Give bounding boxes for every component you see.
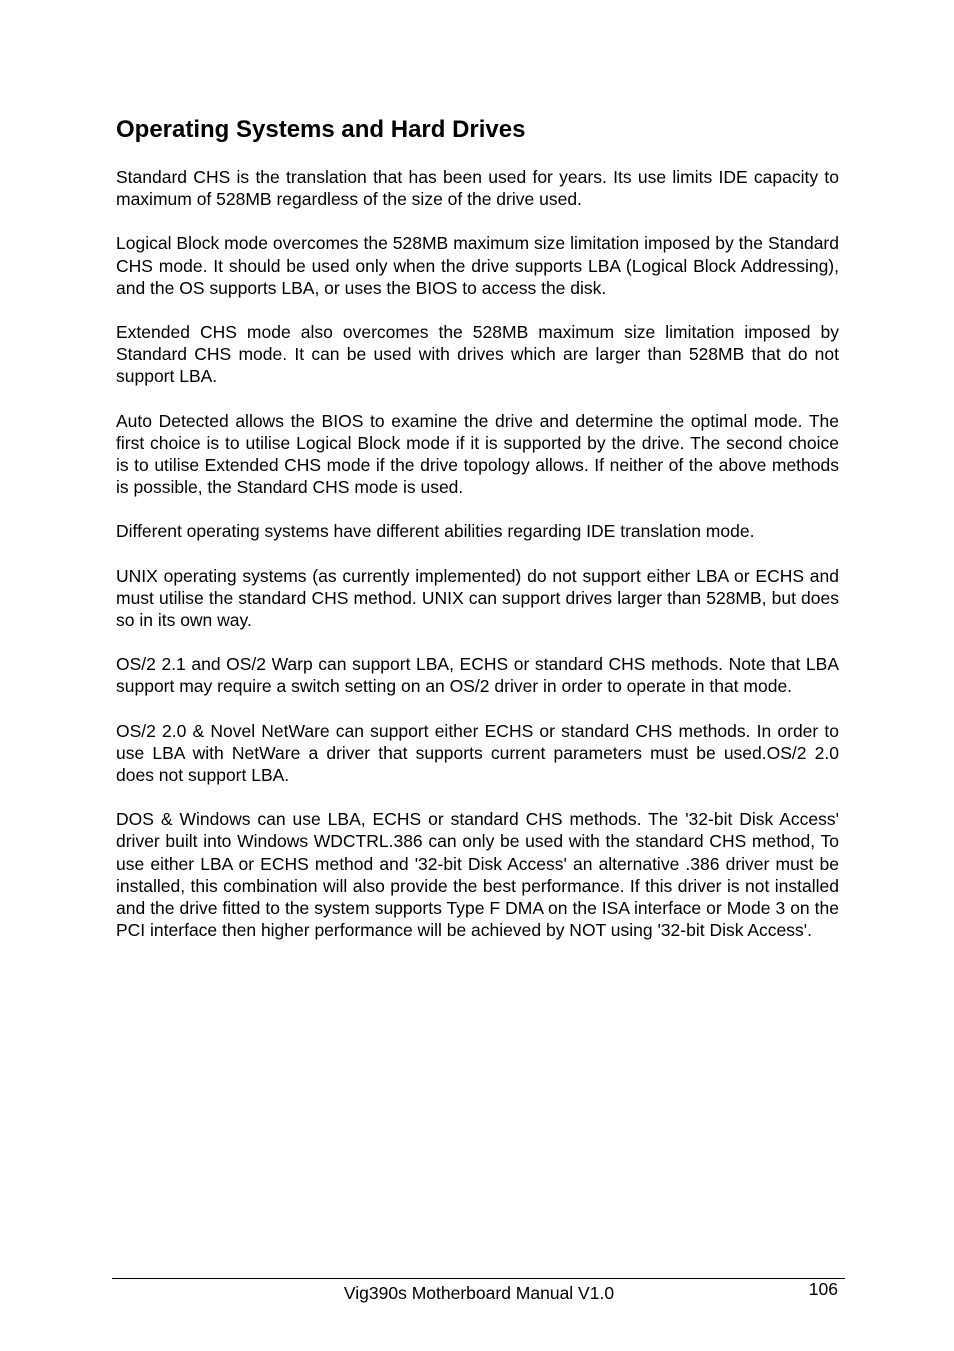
footer-title: Vig390s Motherboard Manual V1.0 [343,1283,615,1303]
paragraph-os2-20-netware: OS/2 2.0 & Novel NetWare can support either ECHS or standard CHS methods. In order to use LBA with NetWare a driver that supports current parameters must be used.OS/2 2.0 does not support LBA. [116,720,839,786]
page-content [116,112,839,963]
paragraph-extended-chs: Extended CHS mode also overcomes the 528MB maximum size limitation imposed by Standard CHS mode. It can be used with drives which are larger than 528MB that do not support LBA. [116,322,839,387]
paragraph-different-os: Different operating systems have different abilities regarding IDE translation mode. [116,521,755,542]
paragraph-os2-21: OS/2 2.1 and OS/2 Warp can support LBA, ECHS or standard CHS methods. Note that LBA support may require a switch setting on an OS/2 driver in order to operate in that mode. [116,654,839,697]
page-title: Operating Systems and Hard Drives [116,116,526,143]
page-number: 106 [808,1279,838,1299]
paragraph-dos-windows: DOS & Windows can use LBA, ECHS or standard CHS methods. The '32-bit Disk Access' driver built into Windows WDCTRL.386 can only be used with the standard CHS method, To use either LBA or ECHS method and '32-bit Disk Access' an alternative .386 driver must be installed, this combination will also provide the best performance. If this driver is not installed and the drive fitted to the system supports Type F DMA on the ISA interface or Mode 3 on the PCI interface then higher performance will be achieved by NOT using '32-bit Disk Access'. [116,809,839,941]
paragraph-logical-block: Logical Block mode overcomes the 528MB maximum size limitation imposed by the Standard CHS mode. It should be used only when the drive supports LBA (Logical Block Addressing), and the OS supports LBA, or uses the BIOS to access the disk. [116,233,839,298]
footer-divider [112,1278,845,1279]
paragraph-auto-detected: Auto Detected allows the BIOS to examine the drive and determine the optimal mode. The first choice is to utilise Logical Block mode if it is supported by the drive. The second choice is to utilise Extended CHS mode if the drive topology allows. If neither of the above methods is possible, the Standard CHS mode is used. [116,410,839,498]
paragraph-unix: UNIX operating systems (as currently implemented) do not support either LBA or ECHS and must utilise the standard CHS method. UNIX can support drives larger than 528MB, but does so in its own way. [116,565,839,631]
paragraph-standard-chs: Standard CHS is the translation that has been used for years. Its use limits IDE capacity to maximum of 528MB regardless of the size of the drive used. [116,167,839,210]
